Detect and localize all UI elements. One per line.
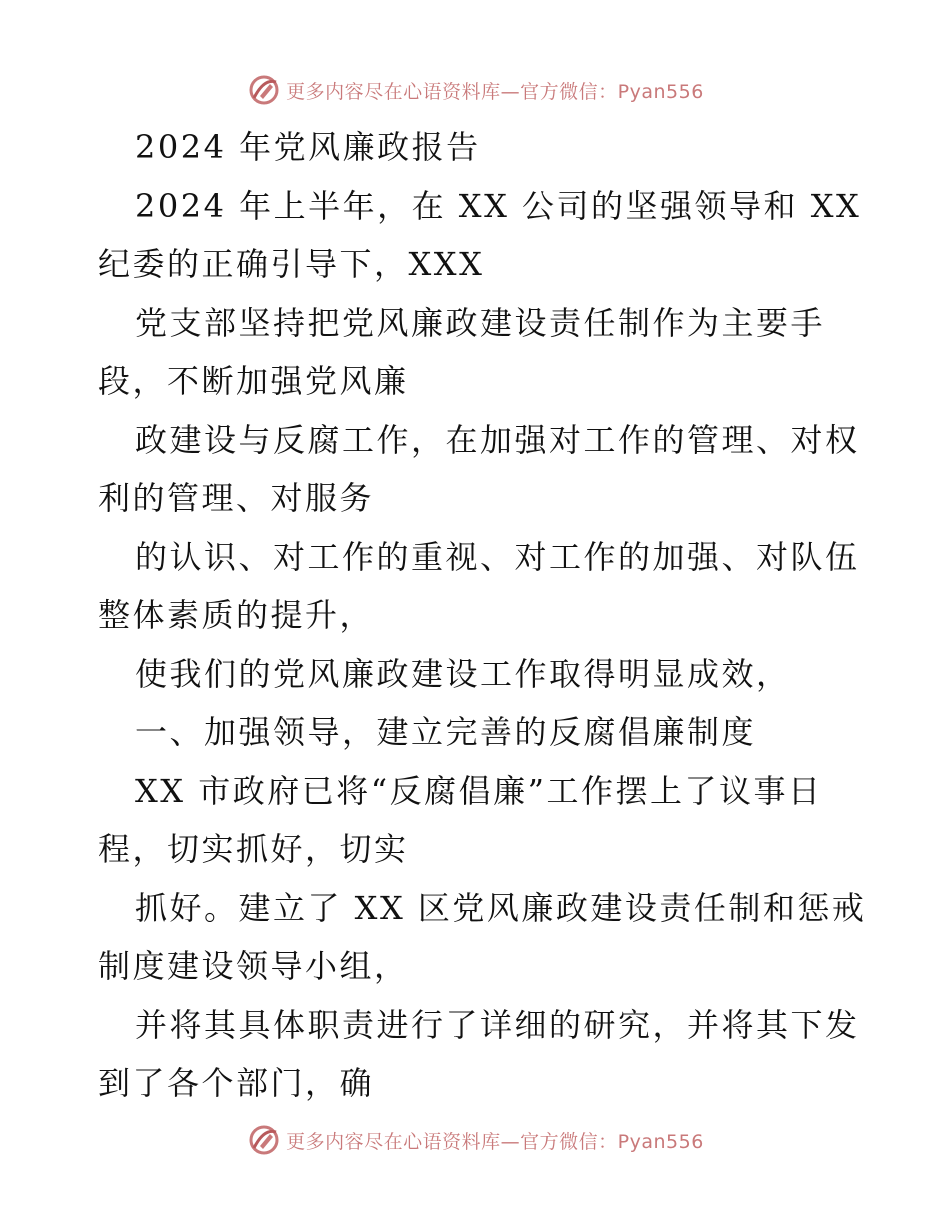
paragraph-line: 制度建设领导小组， (98, 947, 409, 985)
paragraph-line: 利的管理、对服务 (98, 479, 375, 517)
paragraph-line: 的认识、对工作的重视、对工作的加强、对队伍 (135, 537, 860, 576)
paragraph-line: 段，不断加强党风廉 (98, 362, 409, 400)
pen-swirl-icon (246, 72, 282, 108)
paragraph-line: 并将其具体职责进行了详细的研究，并将其下发 (135, 1005, 860, 1044)
pen-swirl-icon (246, 1122, 282, 1158)
paragraph-line: 一、加强领导，建立完善的反腐倡廉制度 (135, 713, 757, 751)
paragraph-line: 2024 年党风廉政报告 (135, 128, 481, 166)
paragraph-line: XX 市政府已将“反腐倡廉”工作摆上了议事日 (135, 771, 823, 810)
paragraph-line: 整体素质的提升， (98, 596, 375, 634)
paragraph-line: 党支部坚持把党风廉政建设责任制作为主要手 (135, 303, 826, 342)
watermark-text: 更多内容尽在心语资料库—官方微信：Pyan556 (286, 1130, 704, 1153)
watermark-header (0, 68, 950, 112)
paragraph-line: 2024 年上半年，在 XX 公司的坚强领导和 XX (135, 186, 862, 225)
paragraph-line: 纪委的正确引导下，XXX (98, 245, 485, 283)
paragraph-line: 使我们的党风廉政建设工作取得明显成效， (135, 654, 791, 693)
paragraph-line: 抓好。建立了 XX 区党风廉政建设责任制和惩戒 (135, 888, 867, 927)
watermark-footer (0, 1118, 950, 1162)
paragraph-line: 到了各个部门，确 (98, 1064, 375, 1102)
document-body (98, 118, 867, 1113)
paragraph-line: 程，切实抓好，切实 (98, 830, 409, 868)
paragraph-line: 政建设与反腐工作，在加强对工作的管理、对权 (135, 420, 860, 459)
watermark-text: 更多内容尽在心语资料库—官方微信：Pyan556 (286, 80, 704, 103)
